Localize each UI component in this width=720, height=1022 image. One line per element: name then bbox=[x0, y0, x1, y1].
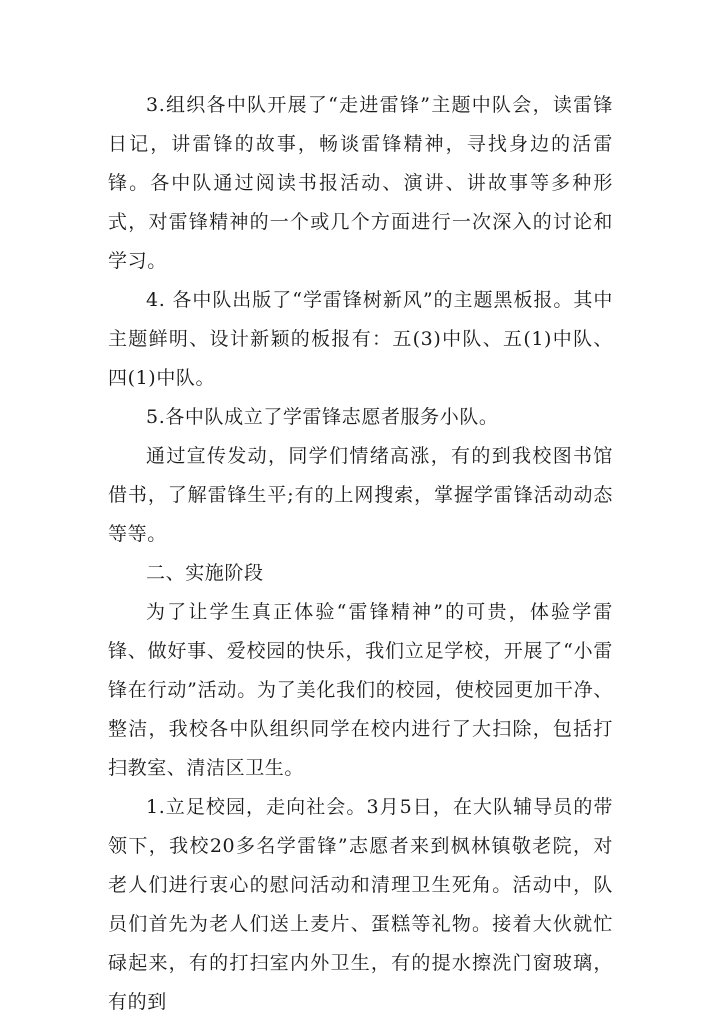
paragraph-publicity-result: 通过宣传发动，同学们情绪高涨，有的到我校图书馆借书，了解雷锋生平;有的上网搜索，掌握学雷锋活动动态等等。 bbox=[108, 445, 613, 545]
paragraph-item-1-community: 1.立足校园，走向社会。3月5日，在大队辅导员的带领下，我校20多名学雷锋”志愿者来到枫林镇敬老院，对老人们进行衷心的慰问活动和清理卫生死角。活动中，队员们首先为老人们送上麦片、蛋糕等礼物。接着大伙就忙碌起来，有的打扫室内外卫生，有的提水擦洗门窗玻璃，有的到 bbox=[108, 796, 613, 1013]
paragraph-implementation-intro: 为了让学生真正体验“雷锋精神”的可贵，体验学雷锋、做好事、爱校园的快乐，我们立足学校，开展了“小雷锋在行动”活动。为了美化我们的校园，使校园更加干净、整洁，我校各中队组织同学在校内进行了大扫除，包括打扫教室、清洁区卫生。 bbox=[108, 601, 613, 779]
document-body bbox=[108, 86, 613, 1022]
paragraph-item-5: 5.各中队成立了学雷锋志愿者服务小队。 bbox=[146, 406, 499, 428]
paragraph-item-3: 3.组织各中队开展了“走进雷锋”主题中队会，读雷锋日记，讲雷锋的故事，畅谈雷锋精神，寻找身边的活雷锋。各中队通过阅读书报活动、演讲、讲故事等多种形式，对雷锋精神的一个或几个方面进行一次深入的讨论和学习。 bbox=[108, 94, 613, 272]
section-heading-implementation: 二、实施阶段 bbox=[146, 562, 264, 584]
paragraph-item-4: 4. 各中队出版了“学雷锋树新风”的主题黑板报。其中主题鲜明、设计新颖的板报有：五(3)中队、五(1)中队、四(1)中队。 bbox=[108, 289, 613, 389]
